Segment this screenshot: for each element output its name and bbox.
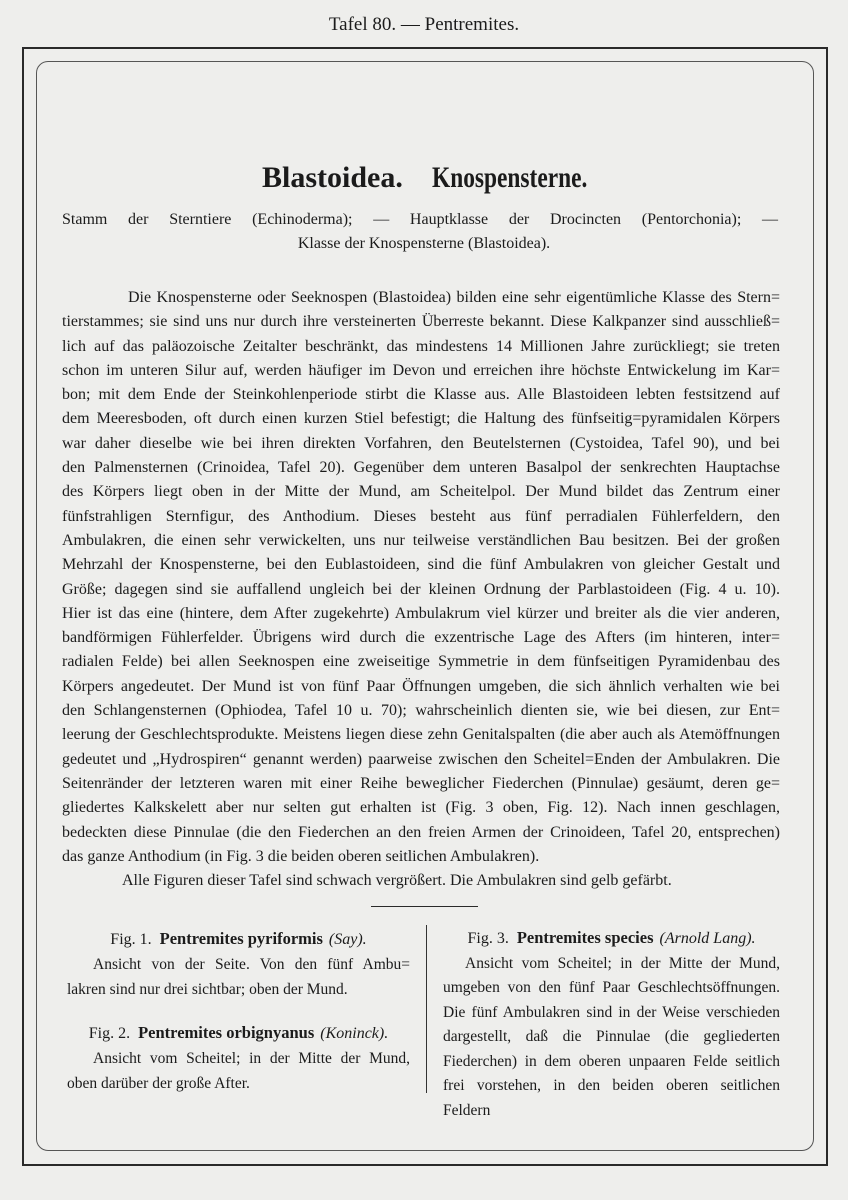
text-line: dem Meeresboden, oft durch einen kurzen Stiel befestigt; die Haltung des fünfseitig=pyramidalen Körpers xyxy=(62,410,780,428)
section-divider xyxy=(371,906,478,907)
caption-line: dargestellt, daß die Pinnulae (die gegliederten xyxy=(443,1028,780,1045)
text-line: leerung der Geschlechtsprodukte. Meistens liegen diese zehn Genitalspalten (die aber auch als Atemöffnungen xyxy=(62,726,780,744)
caption-line: frei vorstehen, in den beiden oberen seitlichen Feldern xyxy=(443,1077,780,1119)
figure-caption xyxy=(67,926,410,1002)
species-name: Pentremites orbignyanus xyxy=(138,1023,315,1042)
text-line: lich auf das paläozoische Zeitalter beschränkt, das mindestens 14 Millionen Jahre zurückliegt; sie treten xyxy=(62,337,780,355)
figure-label: Fig. 1. xyxy=(110,931,152,948)
plate-title-latin: Blastoidea. xyxy=(262,161,403,194)
text-line: gedeutet und „Hydrospiren“ genannt werden) paarweise zwischen den Scheitel=Enden der Ambulakren. Die xyxy=(62,750,780,768)
text-line: bedeckten diese Pinnulae (die den Fiederchen an den freien Armen der Crinoideen, Tafel 20, entsprechen) xyxy=(62,823,780,841)
caption-line: lakren sind nur drei sichtbar; oben der Mund. xyxy=(67,981,348,998)
text-line: radialen Felde) bei allen Seeknospen eine zweiseitige Symmetrie in dem fünfseitigen Pyramidenbau des xyxy=(62,653,780,671)
text-line: fünfstrahligen Sternfigur, des Anthodium. Dieses besteht aus fünf perradialen Fühlerfeldern, den xyxy=(62,507,780,525)
figure-heading xyxy=(443,926,780,952)
text-line: den Schlangensternen (Ophiodea, Tafel 10 u. 70); wahrscheinlich dienten sie, wie bei diesen, zur Ent= xyxy=(62,702,780,720)
text-line: des Körpers liegt oben in der Mitte der Mund, am Scheitelpol. Der Mund bildet das Zentrum einer xyxy=(62,483,780,501)
text-line: schon im unteren Silur auf, werden häufiger im Devon und erreichen ihre höchste Entwickelung im Kar= xyxy=(62,361,780,379)
running-header: Tafel 80. — Pentremites. xyxy=(328,14,520,35)
figure-label: Fig. 2. xyxy=(88,1025,131,1042)
figure-caption xyxy=(67,1020,410,1096)
text-line: Mehrzahl der Knospensterne, bei den Eublastoideen, sind die fünf Ambulakren von gleicher Gestalt und xyxy=(62,556,780,574)
text-line: Hier ist das eine (hintere, dem After zugekehrte) Ambulakrum viel kürzer und breiter als die vier anderen, xyxy=(62,604,780,622)
text-line: war daher dieselbe wie bei ihren direkten Vorfahren, den Beutelsternen (Cystoidea, Tafel 90), und bei xyxy=(62,434,780,452)
figure-heading xyxy=(67,926,410,952)
caption-line: oben darüber der große After. xyxy=(67,1075,250,1092)
text-line: tierstammes; sie sind uns nur durch ihre versteinerten Überreste bekannt. Diese Kalkpanzer sind ausschließ= xyxy=(62,313,780,331)
species-author: (Koninck). xyxy=(320,1025,389,1042)
caption-line: Ansicht von der Seite. Von den fünf Ambu= xyxy=(93,956,410,973)
text-line: Seitenränder der letzteren waren mit einer Reihe beweglicher Fiederchen (Pinnulae) gesäumt, deren ge= xyxy=(62,774,780,792)
text-line: Die Knospensterne oder Seeknospen (Blastoidea) bilden eine sehr eigentümliche Klasse des Stern= xyxy=(128,289,780,306)
species-name: Pentremites species xyxy=(516,928,654,947)
text-line: gliedertes Kalkskelett aber nur selten gut erhalten ist (Fig. 3 oben, Fig. 12). Nach innen geschlagen, xyxy=(62,799,780,817)
species-author: (Arnold Lang). xyxy=(659,930,756,947)
species-author: (Say). xyxy=(328,931,367,948)
text-line: den Palmensternen (Crinoidea, Tafel 20). Gegenüber dem unteren Basalpol der senkrechten Hauptachse xyxy=(62,459,780,477)
classification-line: Klasse der Knospensterne (Blastoidea). xyxy=(297,235,551,252)
caption-line: Ansicht vom Scheitel; in der Mitte der Mund, xyxy=(93,1050,410,1067)
text-line: bandförmigen Fühlerfelder. Übrigens wird durch die exzentrische Lage des Afters (im hinteren, inter= xyxy=(62,629,780,647)
text-line: Ambulakren, die einen sehr verwickelten, uns nur teilweise verständlichen Bau besitzen. Bei der großen xyxy=(62,531,780,549)
figure-caption xyxy=(443,926,780,1123)
figure-heading xyxy=(67,1020,410,1046)
caption-line: Die fünf Ambulakren sind in der Weise verschieden xyxy=(443,1003,780,1021)
text-line: bon; mit dem Ende der Steinkohlenperiode stirbt die Klasse aus. Alle Blastoideen lebten festsitzend auf xyxy=(62,386,780,404)
classification-line: Stamm der Sterntiere (Echinoderma); — Hauptklasse der Drocincten (Pentorchonia); — xyxy=(62,211,778,228)
figure-label: Fig. 3. xyxy=(467,930,509,947)
description-paragraph xyxy=(62,286,780,893)
plate-title-german: Knospensterne. xyxy=(432,161,588,194)
column-rule xyxy=(426,925,427,1093)
species-name: Pentremites pyriformis xyxy=(159,929,323,948)
caption-line: umgeben von den fünf Paar Geschlechtsöffnungen. xyxy=(443,979,780,996)
text-line: Körpers angedeutet. Der Mund ist von fünf Paar Öffnungen umgeben, die sich ähnlich verhalten wie bei xyxy=(62,677,780,695)
caption-line: Ansicht vom Scheitel; in der Mitte der Mund, xyxy=(465,954,780,972)
text-line: das ganze Anthodium (in Fig. 3 die beiden oberen seitlichen Ambulakren). xyxy=(62,847,540,865)
caption-line: Fiederchen) in dem oberen unpaaren Felde seitlich xyxy=(443,1052,780,1070)
note-line: Alle Figuren dieser Tafel sind schwach vergrößert. Die Ambulakren sind gelb gefärbt. xyxy=(122,872,672,890)
text-line: Größe; dagegen sind sie auffallend ungleich bei der kleinen Ordnung der Parblastoideen (Fig. 4 u. 10). xyxy=(62,580,780,598)
